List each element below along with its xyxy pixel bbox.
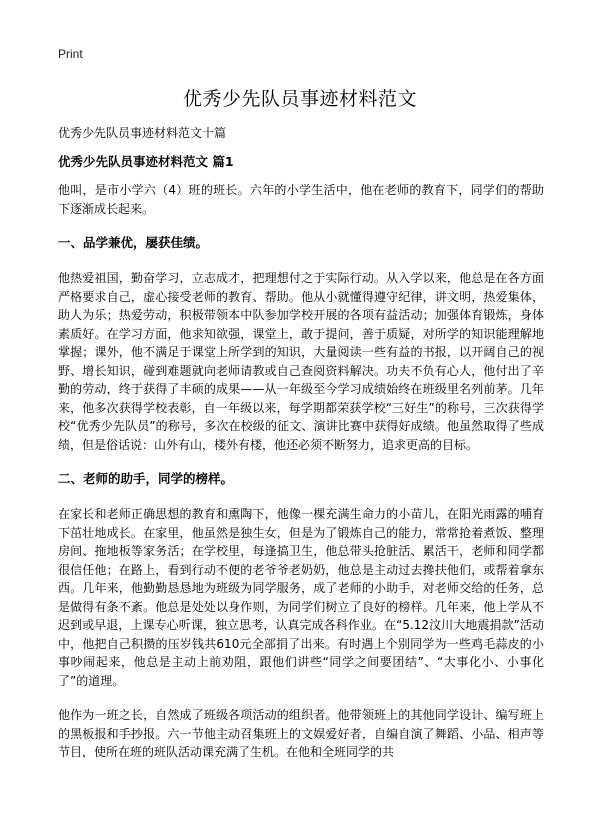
section-heading-2: 二、老师的助手，同学的榜样。: [58, 471, 234, 486]
section-2-paragraph-2: 他作为一班之长，自然成了班级各项活动的组织者。他带领班上的其他同学设计、编写班上的黑板报和手抄报。六一节他主动召集班上的文娱爱好者，自编自演了舞蹈、小品、相声等节目，使所在班的班队活动课充满了生机。在他和全班同学的共: [58, 708, 544, 759]
section-2-paragraph-1: 在家长和老师正确思想的教育和熏陶下，他像一棵充满生命力的小苗儿，在阳光雨露的哺育下茁壮地成长。在家里，他虽然是独生女，但是为了锻炼自己的能力，常常抢着煮饭、整理房间、拖地板等家务活；在学校里，每逢搞卫生，他总带头抢脏活、累活干，老师和同学都很信任他；在路上，看到行动不便的老爷爷老奶奶，他总是主动过去搀扶他们，或帮着拿东西。几年来，他勤勤恳恳地为班级为同学服务，成了老师的小助手，对老师交给的任务，总是做得有条不紊。他总是处处以身作则，为同学们树立了良好的榜样。几年来，他上学从不迟到或早退，上课专心听课，独立思考，认真完成各科作业。在“5.12汶川大地震捐款”活动中，他把自己积攒的压岁钱共610元全部捐了出来。有时遇上个别同学为一些鸡毛蒜皮的小事吵闹起来，他总是主动上前劝阻，跟他们讲些“同学之间要团结”、“大事化小、小事化了”的道理。: [58, 507, 544, 688]
article-body: [58, 181, 544, 778]
page-title: 优秀少先队员事迹材料范文: [182, 88, 417, 110]
document-subtitle: 优秀少先队员事迹材料范文十篇: [58, 126, 227, 140]
section-heading-1: 一、品学兼优，屡获佳绩。: [58, 235, 209, 250]
intro-paragraph: 他叫，是市小学六（4）班的班长。六年的小学生活中，他在老师的教育下，同学们的帮助下逐渐成长起来。: [58, 183, 544, 216]
section-1-paragraph-1: 他热爱祖国，勤奋学习，立志成才，把理想付之于实际行动。从入学以来，他总是在各方面严格要求自己，虚心接受老师的教育、帮助。他从小就懂得遵守纪律，讲文明，热爱集体，助人为乐；热爱劳动，积极带领本中队参加学校开展的各项有益活动；加强体育锻炼，身体素质好。在学习方面，他求知欲强，课堂上，敢于提问，善于质疑，对所学的知识能理解地掌握；课外，他不满足于课堂上所学到的知识，大量阅读一些有益的书报，以开阔自己的视野、增长知识，碰到难题就向老师请教或自己查阅资料解决。功夫不负有心人，他付出了辛勤的劳动，终于获得了丰硕的成果——从一年级至今学习成绩始终在班级里名列前茅。几年来，他多次获得学校表彰，自一年级以来，每学期都荣获学校“三好生”的称号，三次获得学校“优秀少先队员”的称号，多次在校级的征文、演讲比赛中获得好成绩。他虽然取得了些成绩，但是俗话说：山外有山，楼外有楼，他还必须不断努力，追求更高的目标。: [58, 271, 544, 452]
print-link[interactable]: Print: [58, 47, 83, 61]
article-heading: 优秀少先队员事迹材料范文 篇1: [58, 154, 234, 169]
